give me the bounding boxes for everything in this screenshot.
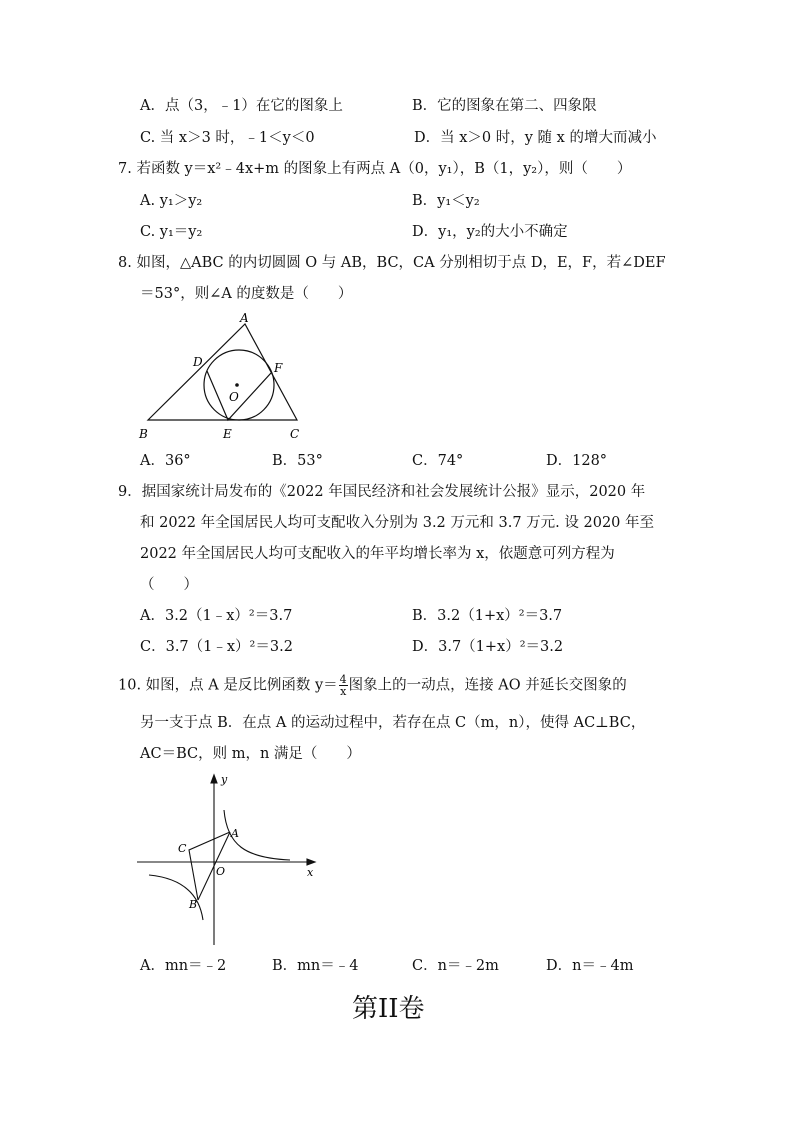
section-title: 第II卷 bbox=[352, 994, 425, 1024]
label-e: E bbox=[223, 427, 232, 441]
q9-stem-line4: （ ） bbox=[140, 577, 198, 593]
q8-option-a: A．36° bbox=[140, 453, 191, 469]
q8-option-b: B．53° bbox=[272, 453, 323, 469]
q7-option-d: D．y₁，y₂的大小不确定 bbox=[412, 224, 568, 240]
center-dot bbox=[235, 383, 239, 387]
y-axis-arrow bbox=[211, 775, 217, 783]
q8-stem-line1: 8. 如图，△ABC 的内切圆圆 O 与 AB，BC，CA 分别相切于点 D，E，F，若∠DEF bbox=[118, 255, 666, 271]
q9-option-d: D．3.7（1+x）²＝3.2 bbox=[412, 639, 564, 655]
label-point-c: C bbox=[178, 842, 187, 855]
q9-stem-line2: 和 2022 年全国居民人均可支配收入分别为 3.2 万元和 3.7 万元. 设 2020 年至 bbox=[140, 515, 655, 531]
q9-stem-line3: 2022 年全国居民人均可支配收入的年平均增长率为 x，依题意可列方程为 bbox=[140, 546, 615, 562]
q7-option-b: B．y₁＜y₂ bbox=[412, 193, 480, 209]
q10-stem-post: 图象上的一动点，连接 AO 并延长交图象的 bbox=[348, 677, 627, 694]
fraction-denominator: x bbox=[340, 685, 347, 698]
incircle-o bbox=[204, 350, 274, 420]
q6-option-a: A．点（3，﹣1）在它的图象上 bbox=[140, 98, 343, 114]
label-a: A bbox=[240, 311, 249, 325]
q7-stem: 7. 若函数 y＝x²﹣4x+m 的图象上有两点 A（0，y₁），B（1，y₂），则（ ） bbox=[118, 161, 632, 177]
q7-option-a: A. y₁＞y₂ bbox=[140, 193, 203, 209]
q6-option-b: B．它的图象在第二、四象限 bbox=[412, 98, 597, 114]
label-c: C bbox=[290, 427, 300, 441]
q10-option-c: C．n＝﹣2m bbox=[412, 958, 499, 974]
label-point-b: B bbox=[189, 898, 198, 911]
fraction-numerator: 4 bbox=[339, 673, 347, 686]
label-d: D bbox=[193, 355, 203, 369]
label-b: B bbox=[139, 427, 148, 441]
fraction-4-over-x bbox=[339, 674, 348, 697]
q10-option-d: D．n＝﹣4m bbox=[546, 958, 634, 974]
q9-stem-line1: 9．据国家统计局发布的《2022 年国民经济和社会发展统计公报》显示，2020 年 bbox=[118, 484, 646, 500]
q10-option-b: B．mn＝﹣4 bbox=[272, 958, 359, 974]
q10-stem-line1 bbox=[118, 674, 627, 697]
label-o: O bbox=[229, 390, 239, 404]
q9-option-c: C．3.7（1﹣x）²＝3.2 bbox=[140, 639, 293, 655]
q10-stem-line3: AC＝BC，则 m，n 满足（ ） bbox=[140, 746, 361, 762]
q8-stem-line2: ＝53°，则∠A 的度数是（ ） bbox=[140, 286, 353, 302]
q10-stem-pre: 10. 如图，点 A 是反比例函数 y＝ bbox=[118, 677, 338, 694]
q8-option-d: D．128° bbox=[546, 453, 608, 469]
q8-option-c: C．74° bbox=[412, 453, 464, 469]
label-f: F bbox=[274, 361, 283, 375]
label-origin-o: O bbox=[216, 865, 226, 878]
q10-stem-line2: 另一支于点 B．在点 A 的运动过程中，若存在点 C（m，n），使得 AC⊥BC， bbox=[140, 715, 646, 731]
axis-label-y: y bbox=[221, 773, 228, 786]
q8-triangle-figure bbox=[130, 310, 320, 445]
q7-option-c: C. y₁＝y₂ bbox=[140, 224, 203, 240]
q10-hyperbola-figure bbox=[135, 770, 325, 950]
q9-option-a: A．3.2（1﹣x）²＝3.7 bbox=[140, 608, 293, 624]
x-axis-arrow bbox=[307, 859, 315, 865]
axis-label-x: x bbox=[307, 866, 314, 879]
q6-option-d: D．当 x＞0 时，y 随 x 的增大而减小 bbox=[414, 130, 657, 146]
q10-option-a: A．mn＝﹣2 bbox=[140, 958, 227, 974]
label-point-a: A bbox=[231, 827, 239, 840]
q9-option-b: B．3.2（1+x）²＝3.7 bbox=[412, 608, 563, 624]
q6-option-c: C. 当 x＞3 时，﹣1＜y＜0 bbox=[140, 130, 315, 146]
